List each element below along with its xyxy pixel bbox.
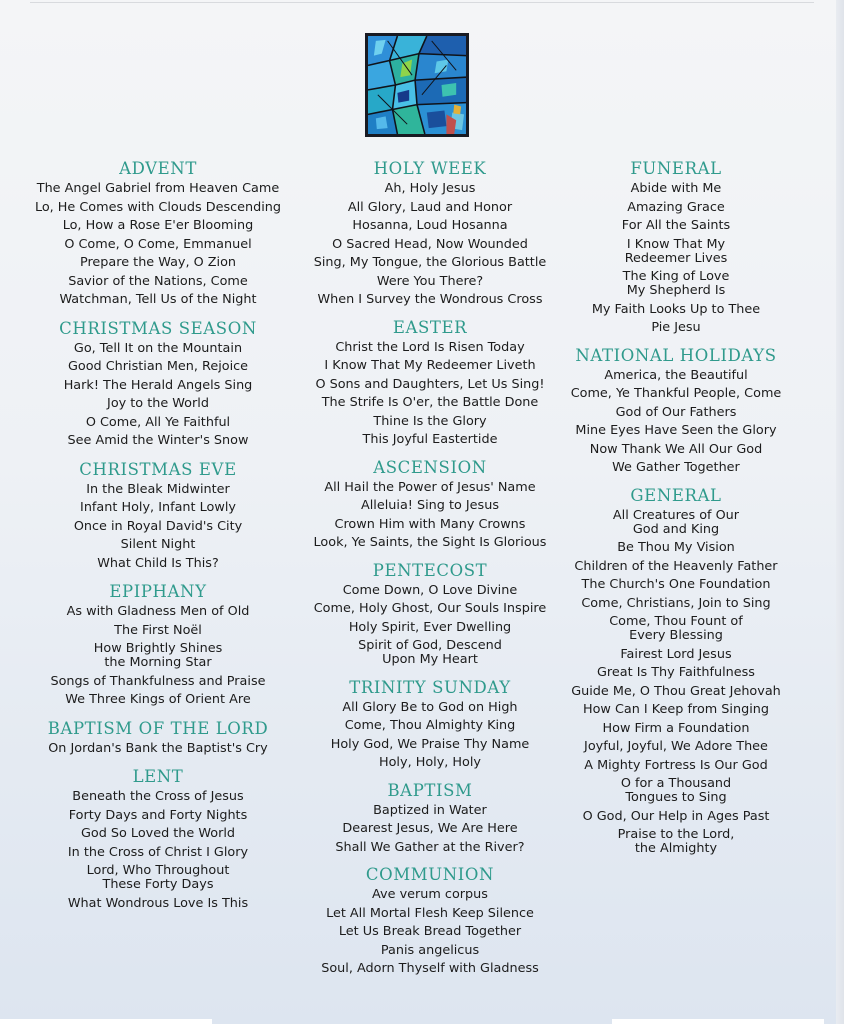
hymn-title: O Come, O Come, Emmanuel xyxy=(64,236,252,252)
hymn-title: Holy Spirit, Ever Dwelling xyxy=(348,619,512,635)
hymn-title: Silent Night xyxy=(120,537,196,552)
hymn-title: Good Christian Men, Rejoice xyxy=(67,359,249,374)
hymn-title: The Strife Is O'er, the Battle Done xyxy=(321,395,539,410)
hymn-title: Ah, Holy Jesus xyxy=(384,181,476,196)
hymn-title: Let Us Break Bread Together xyxy=(338,924,522,939)
hymn-title: Children of the Heavenly Father xyxy=(574,558,778,574)
hymn-title: Alleluia! Sing to Jesus xyxy=(361,498,499,513)
section-heading: FUNERAL xyxy=(630,159,722,178)
hymn-title: Guide Me, O Thou Great Jehovah xyxy=(571,683,781,699)
section-communion xyxy=(285,864,575,979)
hymn-title: Were You There? xyxy=(376,273,484,289)
hymn-title: In the Bleak Midwinter xyxy=(86,481,230,497)
section-heading: PENTECOST xyxy=(372,560,488,580)
section-heading: HOLY WEEK xyxy=(373,159,487,178)
section-heading: TRINITY SUNDAY xyxy=(349,677,511,697)
hymn-title: Prepare the Way, O Zion xyxy=(79,255,237,270)
hymn-title: Christ the Lord Is Risen Today xyxy=(335,339,525,355)
hymn-title: Look, Ye Saints, the Sight Is Glorious xyxy=(313,535,547,550)
hymn-title: A Mighty Fortress Is Our God xyxy=(584,757,768,773)
section-heading: LENT xyxy=(132,767,184,786)
section-national-holidays xyxy=(565,345,787,478)
hymn-title: Baptized in Water xyxy=(373,802,487,818)
hymn-title: Dearest Jesus, We Are Here xyxy=(342,821,518,836)
hymn-title: Lo, How a Rose E'er Blooming xyxy=(62,218,254,233)
section-ascension xyxy=(285,457,575,553)
section-heading: CHRISTMAS SEASON xyxy=(59,318,257,338)
section-pentecost xyxy=(285,560,575,670)
hymn-title: Come, Ye Thankful People, Come xyxy=(570,386,782,401)
hymn-title: Beneath the Cross of Jesus xyxy=(72,789,244,804)
hymn-title: I Know That My Redeemer Liveth xyxy=(324,358,536,373)
section-general xyxy=(565,485,787,859)
hymn-title: Ave verum corpus xyxy=(372,887,488,902)
hymn-title: I Know That My Redeemer Lives xyxy=(624,236,728,266)
section-christmas-eve xyxy=(12,459,304,574)
hymn-title: O God, Our Help in Ages Past xyxy=(582,808,770,824)
section-funeral xyxy=(565,158,787,338)
section-trinity-sunday xyxy=(285,677,575,773)
hymn-title: All Creatures of Our God and King xyxy=(612,507,740,537)
hymn-title: How Brightly Shines the Morning Star xyxy=(93,641,223,670)
hymn-title: The King of Love My Shepherd Is xyxy=(622,269,730,298)
hymn-title: My Faith Looks Up to Thee xyxy=(591,301,761,317)
hymn-title: Crown Him with Many Crowns xyxy=(334,516,526,532)
hymn-title: America, the Beautiful xyxy=(604,367,748,383)
hymn-title: Watchman, Tell Us of the Night xyxy=(59,292,257,307)
hymn-title: Infant Holy, Infant Lowly xyxy=(80,500,236,515)
hymn-title: Thine Is the Glory xyxy=(373,413,487,429)
section-holy-week xyxy=(285,158,575,310)
hymn-title: O Sons and Daughters, Let Us Sing! xyxy=(315,376,545,392)
hymn-title: Hark! The Herald Angels Sing xyxy=(63,377,253,393)
hymn-title: On Jordan's Bank the Baptist's Cry xyxy=(48,740,268,756)
section-heading: EPIPHANY xyxy=(109,582,207,601)
hymn-title: Once in Royal David's City xyxy=(73,518,243,534)
section-heading: NATIONAL HOLIDAYS xyxy=(575,345,777,365)
hymn-title: Now Thank We All Our God xyxy=(589,441,763,457)
hymn-title: This Joyful Eastertide xyxy=(362,432,498,447)
hymn-title: Come, Christians, Join to Sing xyxy=(581,595,771,611)
hymn-title: Shall We Gather at the River? xyxy=(335,839,525,855)
top-rule xyxy=(30,2,814,3)
hymn-title: Panis angelicus xyxy=(380,942,480,958)
column-center xyxy=(285,158,575,979)
section-heading: BAPTISM OF THE LORD xyxy=(47,718,269,738)
hymn-title: As with Gladness Men of Old xyxy=(66,604,250,619)
hymn-title: The Church's One Foundation xyxy=(581,577,771,592)
hymn-title: What Wondrous Love Is This xyxy=(67,895,249,911)
hymn-title: Hosanna, Loud Hosanna xyxy=(352,218,508,233)
hymn-title: What Child Is This? xyxy=(97,555,219,571)
bottom-tab-right xyxy=(612,1019,824,1024)
section-heading: COMMUNION xyxy=(365,865,495,884)
hymn-title: O Sacred Head, Now Wounded xyxy=(332,236,528,252)
hymn-title: All Glory Be to God on High xyxy=(342,699,518,715)
column-left xyxy=(12,158,304,913)
hymn-title: God of Our Fathers xyxy=(615,404,737,420)
hymn-title: In the Cross of Christ I Glory xyxy=(67,844,249,860)
hymn-title: Savior of the Nations, Come xyxy=(68,273,248,289)
hymn-title: Come, Thou Fount of Every Blessing xyxy=(609,614,743,643)
hymn-title: O for a Thousand Tongues to Sing xyxy=(620,776,732,805)
hymn-title: Pie Jesu xyxy=(651,320,701,335)
hymn-title: God So Loved the World xyxy=(80,826,236,841)
hymn-title: The Angel Gabriel from Heaven Came xyxy=(36,181,280,196)
hymn-title: Come Down, O Love Divine xyxy=(342,582,518,598)
bottom-tab-left xyxy=(0,1019,212,1024)
hymn-title: We Gather Together xyxy=(612,460,740,475)
hymn-title: Amazing Grace xyxy=(627,199,725,215)
hymn-title: Joyful, Joyful, We Adore Thee xyxy=(584,739,768,754)
hymn-title: Spirit of God, Descend Upon My Heart xyxy=(358,638,502,667)
hymn-title: Joy to the World xyxy=(107,396,209,411)
hymn-title: Holy, Holy, Holy xyxy=(378,755,481,770)
hymn-title: All Glory, Laud and Honor xyxy=(347,199,513,215)
hymn-title: Praise to the Lord, the Almighty xyxy=(617,827,735,856)
section-baptism xyxy=(285,780,575,858)
hymn-title: For All the Saints xyxy=(621,218,731,233)
hymn-title: Forty Days and Forty Nights xyxy=(68,807,248,823)
section-heading: BAPTISM xyxy=(387,780,473,800)
page-edge xyxy=(836,0,844,1024)
column-right xyxy=(565,158,787,859)
hymn-title: Lo, He Comes with Clouds Descending xyxy=(34,199,282,215)
hymn-title: Lord, Who Throughout These Forty Days xyxy=(86,863,230,892)
hymn-title: Fairest Lord Jesus xyxy=(620,646,732,662)
hymn-title: Songs of Thankfulness and Praise xyxy=(50,673,266,689)
section-epiphany xyxy=(12,581,304,710)
hymn-title: Soul, Adorn Thyself with Gladness xyxy=(321,961,539,976)
hymn-title: The First Noël xyxy=(114,622,202,638)
section-heading: EASTER xyxy=(392,317,468,337)
hymn-title: Mine Eyes Have Seen the Glory xyxy=(575,423,777,438)
hymn-title: Come, Thou Almighty King xyxy=(344,718,516,733)
hymn-title: How Firm a Foundation xyxy=(602,720,750,736)
hymn-title: Let All Mortal Flesh Keep Silence xyxy=(326,905,534,921)
section-lent xyxy=(12,766,304,913)
hymn-title: See Amid the Winter's Snow xyxy=(67,433,249,448)
stained-glass-icon xyxy=(365,33,469,137)
hymn-title: How Can I Keep from Singing xyxy=(582,702,770,717)
section-heading: ASCENSION xyxy=(373,457,487,477)
section-advent xyxy=(12,158,304,310)
section-easter xyxy=(285,317,575,450)
hymn-title: Holy God, We Praise Thy Name xyxy=(330,736,530,752)
hymn-title: When I Survey the Wondrous Cross xyxy=(317,292,543,307)
hymn-title: All Hail the Power of Jesus' Name xyxy=(324,479,536,495)
section-heading: CHRISTMAS EVE xyxy=(79,459,237,479)
hymn-title: Abide with Me xyxy=(630,181,722,196)
section-baptism-of-the-lord xyxy=(12,718,304,759)
hymn-title: Sing, My Tongue, the Glorious Battle xyxy=(313,255,547,270)
hymn-title: Be Thou My Vision xyxy=(617,540,735,555)
section-christmas-season xyxy=(12,318,304,451)
hymn-title: Great Is Thy Faithfulness xyxy=(597,665,755,680)
hymn-title: O Come, All Ye Faithful xyxy=(85,414,231,430)
hymn-title: Come, Holy Ghost, Our Souls Inspire xyxy=(313,601,547,616)
section-heading: ADVENT xyxy=(119,159,197,178)
hymn-title: Go, Tell It on the Mountain xyxy=(73,340,243,356)
hymn-title: We Three Kings of Orient Are xyxy=(65,692,251,707)
section-heading: GENERAL xyxy=(630,485,722,505)
